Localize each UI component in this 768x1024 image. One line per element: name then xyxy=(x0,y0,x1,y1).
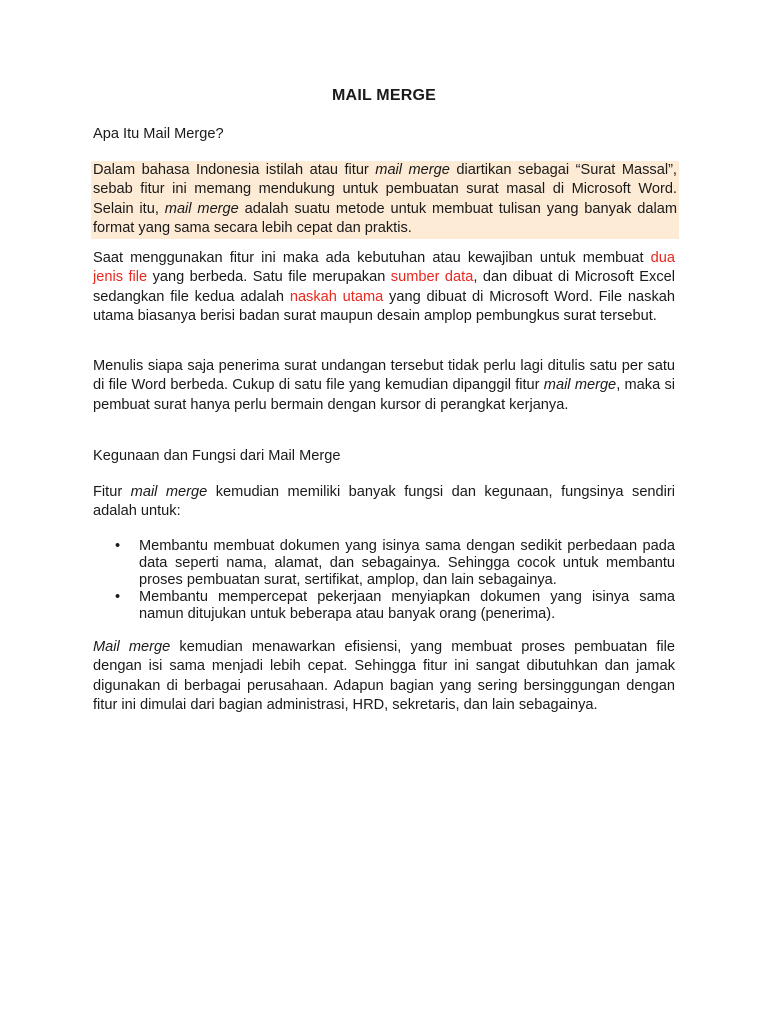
text-run: Saat menggunakan fitur ini maka ada kebutuhan atau kewajiban untuk membuat xyxy=(93,250,651,266)
paragraph-efficiency xyxy=(93,638,675,716)
list-item xyxy=(93,538,675,589)
italic-term: Mail merge xyxy=(93,639,171,655)
text-run: , maka si pembuat surat hanya perlu bermain dengan kursor di perangkat kerjanya. xyxy=(93,377,675,413)
text-run: Dalam bahasa Indonesia istilah atau fitur xyxy=(93,162,376,178)
text-run: kemudian menawarkan efisiensi, yang membuat proses pembuatan file dengan isi sama menjadi lebih cepat. Sehingga fitur ini sangat dibutuhkan dan jamak digunakan di berbagai perusahaan. Adapun bagian yang sering bersinggungan dengan fitur ini dimulai dari bagian administrasi, HRD, sekretaris, dan lain sebagainya. xyxy=(93,639,675,714)
italic-term: mail merge xyxy=(375,162,450,178)
section-heading-apa-itu: Apa Itu Mail Merge? xyxy=(93,126,224,142)
section-heading-kegunaan: Kegunaan dan Fungsi dari Mail Merge xyxy=(93,448,341,464)
paragraph-file-types xyxy=(93,249,675,327)
paragraph-functions-intro xyxy=(93,483,675,522)
document-title: MAIL MERGE xyxy=(332,87,436,104)
list-item-text: Membantu mempercepat pekerjaan menyiapkan dokumen yang isinya sama namun ditujukan untuk beberapa atau banyak orang (penerima). xyxy=(139,589,675,622)
italic-term: mail merge xyxy=(164,200,239,217)
list-item-text: Membantu membuat dokumen yang isinya sama dengan sedikit perbedaan pada data seperti nama, alamat, dan sebagainya. Sehingga cocok untuk membantu proses pembuatan surat, sertifikat, amplop, dan lain sebagainya. xyxy=(139,538,675,588)
red-term: dua jenis file xyxy=(93,250,675,286)
bullet-icon: • xyxy=(115,589,121,605)
list-item xyxy=(93,589,675,623)
text-run: Menulis siapa saja penerima surat undangan tersebut tidak perlu lagi ditulis satu per satu di file Word berbeda. Cukup di satu file yang kemudian dipanggil fitur xyxy=(93,358,675,394)
text-run: diartikan sebagai “Surat Massal”, sebab fitur ini memang mendukung untuk pembuatan surat masal di Microsoft Word. Selain itu, xyxy=(93,162,677,217)
text-run: Fitur xyxy=(93,484,131,500)
red-term: sumber data xyxy=(390,269,474,286)
functions-bullet-list xyxy=(93,538,675,623)
italic-term: mail merge xyxy=(543,377,617,394)
text-run: kemudian memiliki banyak fungsi dan kegunaan, fungsinya sendiri adalah untuk: xyxy=(93,484,676,520)
text-run: yang dibuat di Microsoft Word. File naskah utama biasanya berisi badan surat maupun desain amplop pembungkus surat tersebut. xyxy=(93,288,675,325)
red-term: naskah utama xyxy=(289,288,384,305)
text-run: yang berbeda. Satu file merupakan xyxy=(147,269,391,286)
text-run: , dan dibuat di Microsoft Excel sedangkan file kedua adalah xyxy=(93,269,675,305)
paragraph-definition-highlighted xyxy=(91,161,679,239)
italic-term: mail merge xyxy=(130,484,208,500)
bullet-icon: • xyxy=(115,538,121,554)
paragraph-recipients xyxy=(93,357,675,415)
text-run: adalah suatu metode untuk membuat tulisan yang banyak dalam format yang sama secara lebih cepat dan praktis. xyxy=(93,200,677,237)
